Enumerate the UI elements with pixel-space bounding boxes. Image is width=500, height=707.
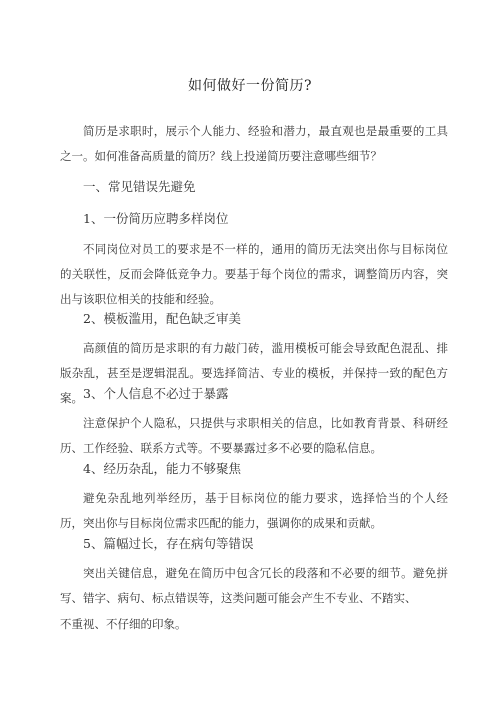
item-5-heading: 5、篇幅过长，存在病句等错误 — [83, 536, 254, 551]
item-1-heading: 1、一份简历应聘多样岗位 — [83, 211, 229, 226]
item-2-body: 高颜值的简历是求职的有力敲门砖，滥用模板可能会导致配色混乱、排版杂乱，甚至是逻辑混乱。要选择简洁、专业的模板，并保持一致的配色方案。 — [60, 341, 448, 405]
section-heading: 一、常见错误先避免 — [83, 179, 196, 194]
item-3-heading: 3、个人信息不必过于暴露 — [83, 386, 229, 401]
intro-paragraph: 简历是求职时，展示个人能力、经验和潜力，最直观也是最重要的工具之一。如何准备高质量的简历？线上投递简历要注意哪些细节？ — [60, 124, 448, 163]
item-4-heading: 4、经历杂乱，能力不够聚焦 — [83, 461, 241, 476]
item-2-heading: 2、模板滥用，配色缺乏审美 — [83, 311, 241, 326]
item-1-body: 不同岗位对员工的要求是不一样的，通用的简历无法突出你与目标岗位的关联性，反而会降低竞争力。要基于每个岗位的需求，调整简历内容，突出与该职位相关的技能和经验。 — [60, 242, 448, 306]
item-4-body: 避免杂乱地列举经历，基于目标岗位的能力要求，选择恰当的个人经历，突出你与目标岗位需求匹配的能力，强调你的成果和贡献。 — [60, 491, 448, 530]
item-5-body: 突出关键信息，避免在简历中包含冗长的段落和不必要的细节。避免拼写、错字、病句、标点错误等，这类问题可能会产生不专业、不踏实、 — [60, 566, 448, 605]
item-5-body-tail: 不重视、不仔细的印象。 — [60, 617, 187, 631]
item-3-body: 注意保护个人隐私，只提供与求职相关的信息，比如教育背景、科研经历、工作经验、联系方式等。不要暴露过多不必要的隐私信息。 — [60, 416, 448, 455]
page-title: 如何做好一份简历? — [187, 78, 312, 94]
